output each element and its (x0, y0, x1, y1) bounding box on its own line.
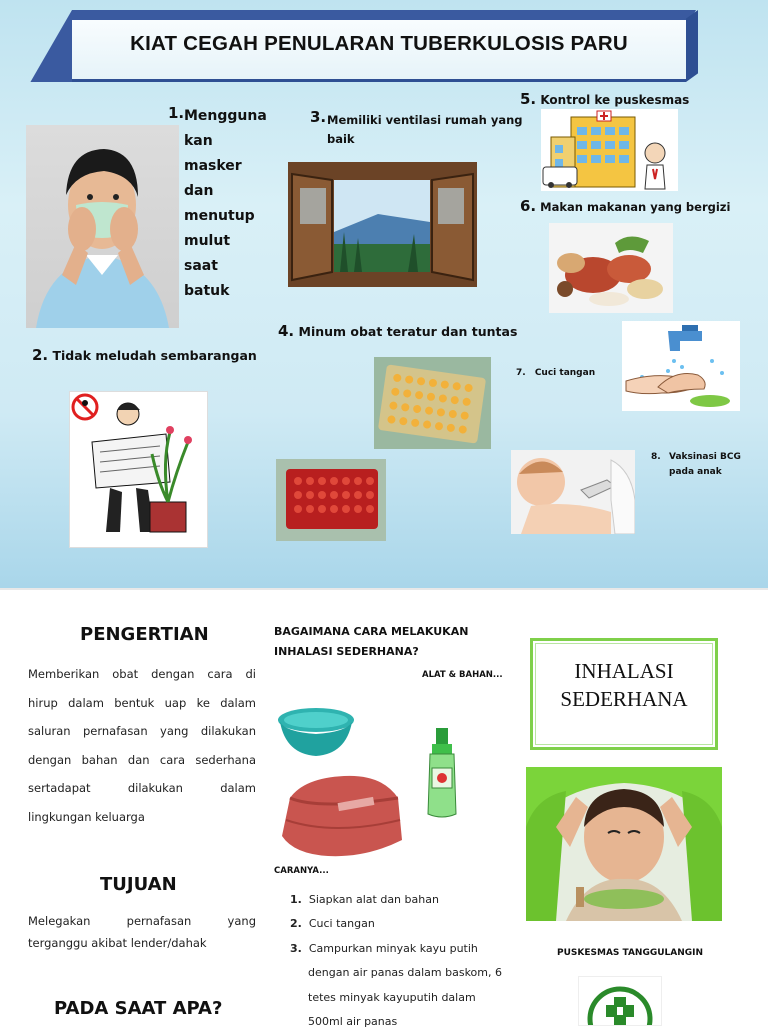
tip-7-text: Cuci tangan (534, 368, 596, 378)
tip-1-line: kan (184, 133, 213, 149)
fold-separator (0, 588, 768, 590)
pengertian-heading: PENGERTIAN (80, 624, 209, 645)
tip-1-line: masker (184, 158, 242, 174)
handwashing-illustration (622, 321, 740, 411)
tip-1-line: dan (184, 183, 214, 199)
tip-8-line: Vaksinasi BCG (669, 452, 741, 462)
page-title: KIAT CEGAH PENULARAN TUBERKULOSIS PARU (130, 32, 628, 55)
basin-image (276, 704, 356, 758)
tip-4-label (278, 322, 517, 340)
tujuan-body (28, 910, 256, 954)
cover-title (533, 657, 715, 713)
step-text: 500ml air panas (308, 1015, 398, 1029)
tip-5-number: 5. (520, 90, 537, 108)
banner-side (686, 10, 698, 82)
step-item (290, 912, 502, 936)
tip-2-label (32, 346, 257, 364)
step-text: tetes minyak kayuputih dalam (308, 990, 476, 1004)
pada-saat-heading: PADA SAAT APA? (54, 998, 223, 1019)
pengertian-line: saluran pernafasan yang dilakukan (28, 724, 256, 739)
tip-5-text: Kontrol ke puskesmas (540, 93, 690, 107)
open-window-image (288, 162, 477, 287)
cover-title-line: INHALASI (574, 659, 674, 683)
step-text: dengan air panas dalam baskom, 6 (308, 966, 502, 980)
bcg-vaccination-image (511, 450, 635, 534)
step-text: Siapkan alat dan bahan (308, 893, 439, 906)
tujuan-heading: TUJUAN (100, 874, 177, 895)
cover-title-line: SEDERHANA (560, 687, 688, 711)
tip-5-label (520, 90, 689, 108)
tujuan-line: terganggu akibat lender/dahak (28, 936, 207, 950)
puskesmas-building-illustration (541, 109, 678, 191)
title-banner (72, 20, 686, 82)
tip-3-line: baik (327, 132, 355, 146)
step-number: 2. (290, 917, 302, 931)
alat-bahan-label: ALAT & BAHAN... (422, 670, 503, 680)
puskesmas-name: PUSKESMAS TANGGULANGIN (557, 948, 704, 958)
tip-4-text: Minum obat teratur dan tuntas (298, 324, 518, 339)
nutritious-food-image (549, 223, 673, 313)
tip-1-line: mulut (184, 233, 231, 249)
step-text: Campurkan minyak kayu putih (308, 941, 478, 955)
tip-3-line: Memiliki ventilasi rumah yang (327, 113, 523, 127)
puskesmas-logo (578, 976, 662, 1026)
towel-image (274, 770, 406, 862)
tip-4-number: 4. (278, 322, 295, 340)
cara-heading (274, 622, 468, 662)
tip-1-line: menutup (184, 208, 255, 224)
cara-heading-line: BAGAIMANA CARA MELAKUKAN (274, 625, 469, 638)
tip-3-number: 3. (310, 108, 327, 126)
tip-1-text (184, 104, 267, 304)
tip-8-label (651, 450, 741, 477)
pengertian-line: dengan bahan dan cara sederhana (28, 752, 256, 767)
tip-6-label (520, 197, 730, 215)
eucalyptus-oil-bottle-image (426, 728, 458, 820)
tip-1-number: 1. (168, 104, 185, 122)
step-number: 1. (290, 893, 302, 906)
steam-inhalation-photo (526, 767, 722, 921)
pengertian-line: Memberikan obat dengan cara di (28, 667, 256, 681)
tip-1-line: batuk (184, 283, 230, 299)
tip-7-number: 7. (516, 368, 526, 378)
mask-girl-image (26, 125, 179, 328)
step-number: 3. (290, 941, 302, 955)
tujuan-line: Melegakan pernafasan yang (28, 914, 256, 928)
tip-7-label (516, 368, 595, 378)
pengertian-line: sertadapat dilakukan dalam (28, 781, 256, 796)
tip-1-line: Mengguna (184, 108, 267, 124)
tip-8-number: 8. (651, 452, 661, 462)
no-spitting-illustration (70, 392, 207, 547)
cover-title-box (530, 638, 718, 750)
caranya-label: CARANYA... (274, 866, 329, 876)
step-item (290, 888, 502, 912)
cara-heading-line: INHALASI SEDERHANA? (274, 645, 419, 658)
tip-2-text: Tidak meludah sembarangan (52, 348, 257, 363)
pengertian-body (28, 660, 256, 832)
pengertian-line: lingkungan keluarga (28, 809, 145, 824)
tip-8-line: pada anak (669, 467, 722, 477)
step-item (290, 937, 502, 961)
tip-2-number: 2. (32, 346, 49, 364)
steps-list (290, 888, 502, 1034)
pill-blister-yellow-image (374, 357, 491, 449)
tip-3-text (327, 111, 523, 149)
tip-1-line: saat (184, 258, 218, 274)
tip-6-number: 6. (520, 197, 537, 215)
pill-blister-red-image (276, 459, 386, 541)
pengertian-line: hirup dalam bentuk uap ke dalam (28, 695, 256, 710)
tip-6-text: Makan makanan yang bergizi (540, 200, 731, 214)
step-text: Cuci tangan (308, 917, 375, 931)
